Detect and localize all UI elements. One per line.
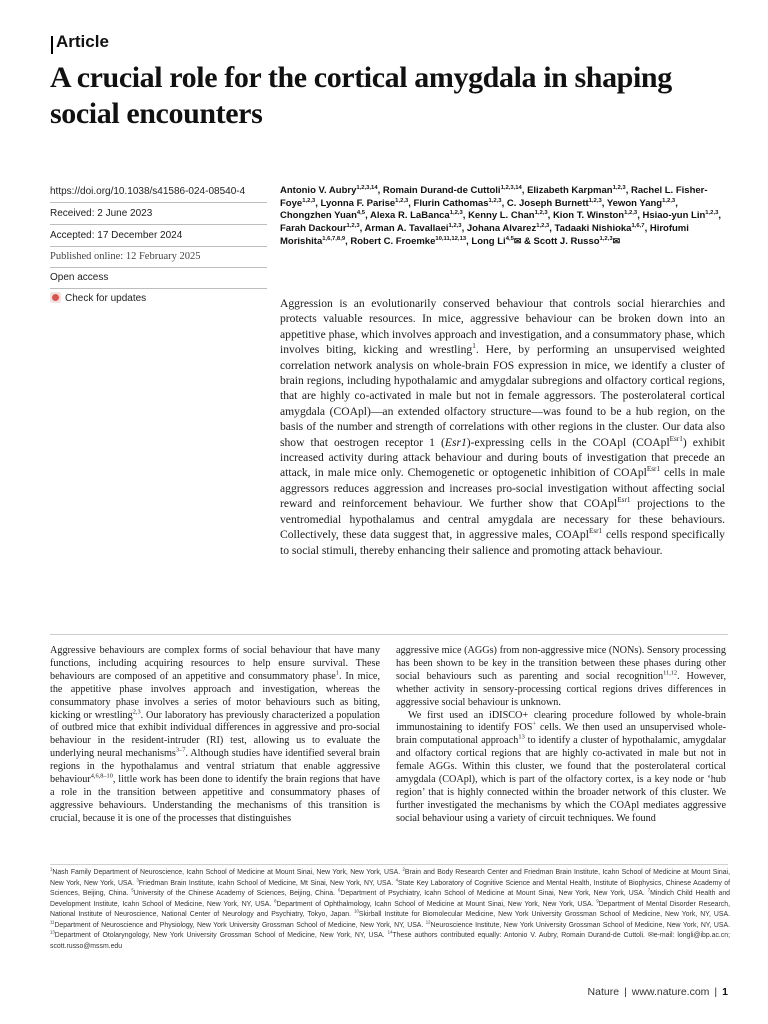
footnote-divider — [50, 864, 728, 865]
meta-divider — [50, 224, 267, 225]
journal-website-link[interactable]: www.nature.com — [631, 986, 710, 998]
body-paragraph: Aggressive behaviours are complex forms of social behaviour that have many functions, including acquiring resources to help ensure survival. These behaviours are composed of an appetitive and consummatory phase$^1$. In mice, the appetitive phase involves approach and investigation, whereas the consummatory phase involves a series of motor behaviours such as biting, kicking or wrestling$^{2,3}$. Our laboratory has previously characterized a population of outbred mice that exhibit individual differences in aggressive and pro-social behaviour in the resident-intruder (RI) test, allowing us to evaluate the underlying neural mechanisms$^{3-7}$. Although studies have identified several brain regions in the hypothalamus and ventral striatum that enable aggressive behaviour$^{4,6,8-10}$, little work has been done to identify the brain regions that have a role in the transition between appetitive and consummatory phases of aggressive behaviours. Understanding the mechanisms of this transition is crucial, because it is one of the processes that distinguishes — [50, 645, 380, 824]
received-date: Received: 2 June 2023 — [50, 208, 153, 219]
check-for-updates-icon — [50, 292, 61, 303]
check-for-updates-label: Check for updates — [65, 293, 147, 304]
doi-link[interactable]: https://doi.org/10.1038/s41586-024-08540-4 — [50, 186, 246, 197]
author-list: Antonio V. Aubry$^{1,2,3,14}$, Romain Durand-de Cuttoli$^{1,2,3,14}$, Elizabeth Karpman$^{1,2,3}$, Rachel L. Fisher-Foye$^{1,2,3}$, Lyonna F. Parise$^{1,2,3}$, Flurin Cathomas$^{1,2,3}$, C. Joseph Burnett$^{1,2,3}$, Yewon Yang$^{1,2,3}$, Chongzhen Yuan$^{4,5}$, Alexa R. LaBanca$^{1,2,3}$, Kenny L. Chan$^{1,2,3}$, Kion T. Winston$^{1,2,3}$, Hsiao-yun Lin$^{1,2,3}$, Farah Dackour$^{1,2,3}$, Arman A. Tavallaei$^{1,2,3}$, Johana Alvarez$^{1,2,3}$, Tadaaki Nishioka$^{1,6,7}$, Hirofumi Morishita$^{1,6,7,8,9}$, Robert C. Froemke$^{10,11,12,13}$, Long Li$^{4,5}$✉ & Scott J. Russo$^{1,2,3}$✉ — [280, 184, 721, 248]
page-number: 1 — [722, 986, 728, 998]
meta-divider — [50, 267, 267, 268]
check-for-updates-button[interactable] — [50, 292, 267, 304]
body-paragraph: We first used an iDISCO+ clearing procedure followed by whole-brain immunostaining to identify FOS+ cells. We then used an unsupervised whole-brain computational approach$^{13}$ to identify a cluster of hypothalamic, amygdalar and olfactory cortical regions that are highly co-activated in male but not in female AGGs. Within this cluster, we found that the posterolateral cortical amygdala (COApl), which is part of the olfactory cortex, is a key node or ‘hub region’ that is highly connected within the broader network of this cluster. We further investigated the mechanisms by which the COApl mediates aggressive social behaviour using a variety of circuit techniques. We found — [396, 709, 726, 824]
article-type-label: Article — [56, 32, 109, 51]
published-date: Published online: 12 February 2025 — [50, 251, 201, 262]
body-column-right — [396, 645, 726, 826]
affiliations-footnote: $^1$Nash Family Department of Neuroscience, Icahn School of Medicine at Mount Sinai, New York, New York, USA. $^2$Brain and Body Research Center and Friedman Brain Institute, Icahn School of Medicine at Mount Sinai, New York, New York, USA. $^3$Friedman Brain Institute, Icahn School of Medicine, Mt Sinai, New York, NY, USA. $^4$State Key Laboratory of Cognitive Science and Mental Health, Institute of Biophysics, Chinese Academy of Sciences, Beijing, China. $^5$University of the Chinese Academy of Sciences, Beijing, China. $^6$Department of Psychiatry, Icahn School of Medicine at Mount Sinai, New York, New York, USA. $^7$Mindich Child Health and Development Institute, Icahn School of Medicine, New York, NY, USA. $^8$Department of Ophthalmology, Icahn School of Medicine at Mount Sinai, New York, New York, USA. $^9$Department of Mental Disorder Research, National Institute of Neuroscience, National Center of Neurology and Psychiatry, Tokyo, Japan. $^{10}$Skirball Institute for Biomolecular Medicine, New York University Grossman School of Medicine, New York, NY, USA. $^{11}$Department of Neuroscience and Physiology, New York University Grossman School of Medicine, New York, NY, USA. $^{12}$Neuroscience Institute, New York University Grossman School of Medicine, New York, NY, USA. $^{13}$Department of Otolaryngology, New York University Grossman School of Medicine, New York, NY, USA. $^{14}$These authors contributed equally: Antonio V. Aubry, Romain Durand-de Cuttoli. ✉e-mail: longli@ibp.ac.cn; scott.russo@mssm.edu — [50, 866, 731, 950]
body-column-left — [50, 645, 380, 826]
meta-divider — [50, 246, 267, 247]
abstract: Aggression is an evolutionarily conserved behaviour that controls social hierarchies and protects valuable resources. In mice, aggressive behaviour can be broken down into an appetitive phase, which involves approach and investigation, and a consummatory phase, which involves biting, kicking and wrestling$^1$. Here, by performing an unsupervised weighted correlation network analysis on whole-brain FOS expression in mice, we identify a cluster of brain regions, including hypothalamic and amygdalar subregions and olfactory cortical regions, that are highly co-activated in male but not in female aggressors. The posterolateral cortical amygdala (COApl)—an extended olfactory structure—was found to be a hub region, on the basis of the number and strength of correlations with other regions in the cluster. Our data also show that oestrogen receptor 1 (Esr1)-expressing cells in the COApl (COApl$^{Esr1}$) exhibit increased activity during attack behaviour and during bouts of investigation that precede an attack, in male mice only. Chemogenetic or optogenetic inhibition of COApl$^{Esr1}$ cells in male aggressors reduces aggression and increases pro-social investigation without affecting social reward and reinforcement behaviour. We further show that COApl$^{Esr1}$ projections to the ventromedial hypothalamus and central amygdala are necessary for these behaviours. Collectively, these data suggest that, in aggressive males, COApl$^{Esr1}$ cells respond specifically to social stimuli, thereby enhancing their salience and promoting attack behaviour. — [280, 297, 725, 557]
open-access-label: Open access — [50, 272, 109, 283]
meta-divider — [50, 202, 267, 203]
meta-divider — [50, 288, 267, 289]
paper-title: A crucial role for the cortical amygdala in shaping social encounters — [50, 61, 672, 130]
journal-name: Nature — [587, 986, 620, 998]
section-divider — [50, 634, 728, 635]
accepted-date: Accepted: 17 December 2024 — [50, 230, 183, 241]
article-marker-bar — [51, 36, 53, 54]
body-paragraph: aggressive mice (AGGs) from non-aggressive mice (NONs). Sensory processing has been shown to be key in the transition between these phases during other social behaviours such as parenting and social recognition$^{11,12}$. However, whether activity in sensory-processing cortical regions drives differences in aggressive social behaviour is unknown. — [396, 645, 726, 708]
page-footer: Nature | www.nature.com | 1 — [587, 986, 728, 998]
